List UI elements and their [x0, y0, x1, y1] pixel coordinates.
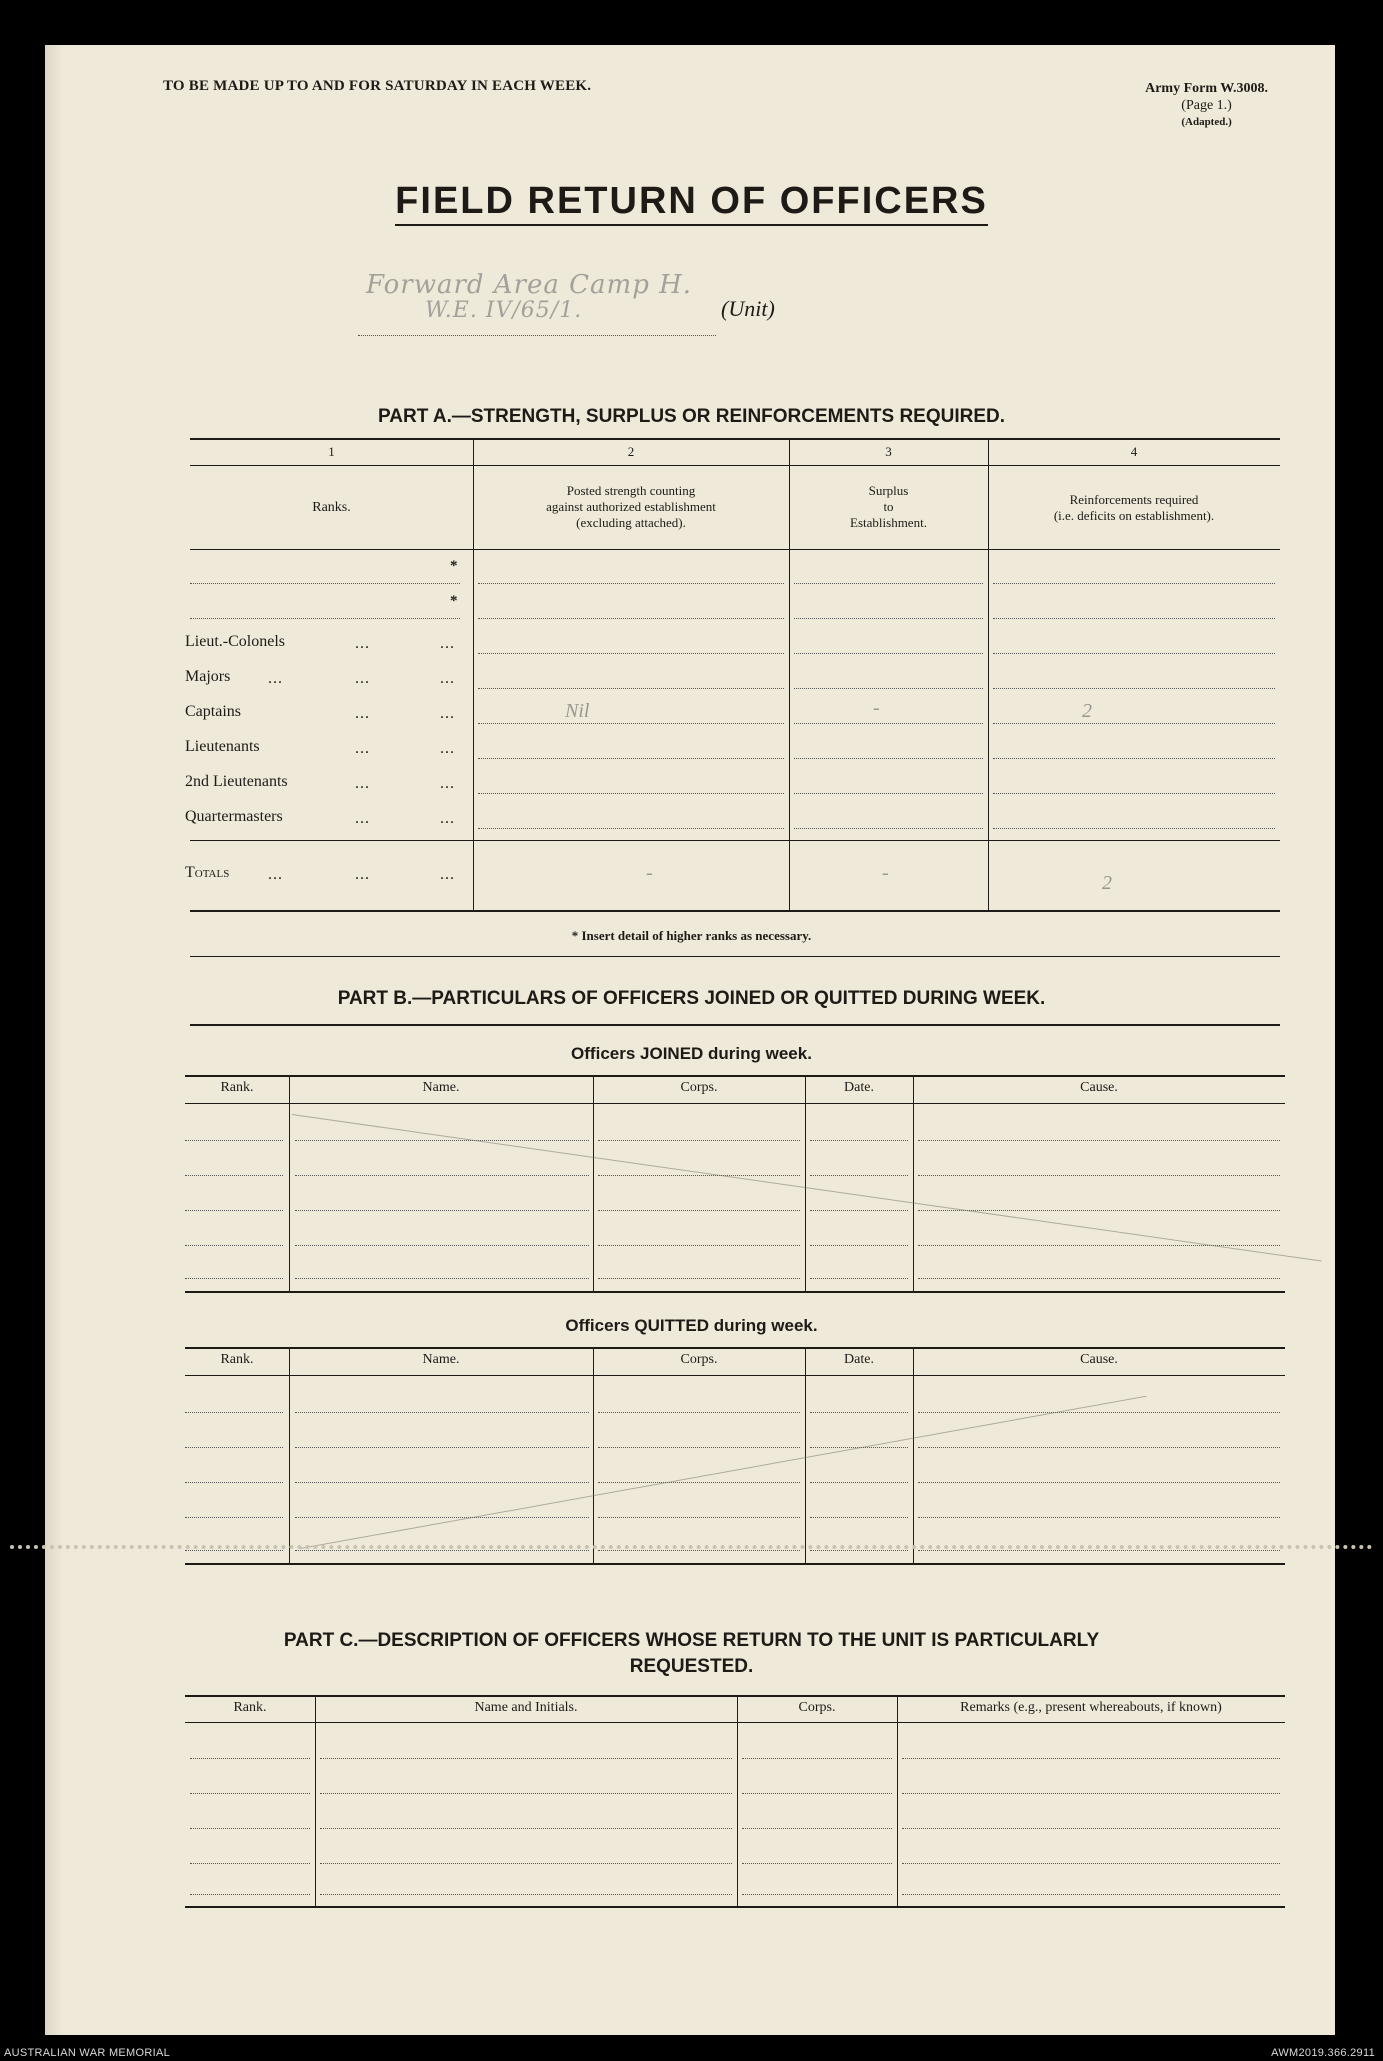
unit-handwriting-line2: W.E. IV/65/1.: [425, 298, 583, 323]
col-header-surplus: Surplus to Establishment.: [850, 483, 927, 530]
leader-dots: ...: [440, 705, 455, 722]
rank-lieutenants: Lieutenants: [185, 738, 260, 755]
col-header-ranks: Ranks.: [312, 500, 351, 515]
joined-col-cause: Cause.: [1080, 1080, 1118, 1095]
header-instruction: TO BE MADE UP TO AND FOR SATURDAY IN EACH WEEK.: [163, 78, 592, 94]
quitted-col-name: Name.: [422, 1352, 460, 1367]
part-b-title: PART B.—PARTICULARS OF OFFICERS JOINED OR QUITTED DURING WEEK.: [337, 988, 1046, 1009]
joined-subtitle: Officers JOINED during week.: [571, 1044, 812, 1063]
leader-dots: ...: [268, 866, 283, 883]
paper-shadow: [45, 45, 63, 2035]
captains-reinforcements-value: 2: [1082, 700, 1092, 722]
rank-majors: Majors: [185, 668, 231, 685]
higher-rank-star-2: *: [450, 593, 458, 609]
higher-rank-star-1: *: [450, 558, 458, 574]
leader-dots: ...: [355, 775, 370, 792]
unit-label: (Unit): [721, 296, 775, 321]
perforation-line: [10, 1545, 1373, 1549]
col-header-posted: Posted strength counting against authorized establishment (excluding attached).: [546, 483, 716, 530]
rank-captains: Captains: [185, 703, 241, 720]
quitted-subtitle: Officers QUITTED during week.: [565, 1316, 818, 1335]
form-page: (Page 1.): [1181, 98, 1232, 113]
totals-reinforcements-value: 2: [1102, 872, 1112, 894]
higher-ranks-note: * Insert detail of higher ranks as necessary.: [571, 928, 812, 943]
footer-accession-number: AWM2019.366.2911: [1271, 2047, 1375, 2059]
leader-dots: ...: [355, 705, 370, 722]
part-c-col-remarks: Remarks (e.g., present whereabouts, if known): [960, 1700, 1222, 1715]
col-number-4: 4: [1130, 444, 1138, 459]
leader-dots: ...: [440, 866, 455, 883]
page-title: FIELD RETURN OF OFFICERS: [0, 180, 1383, 223]
part-a-title: PART A.—STRENGTH, SURPLUS OR REINFORCEMENTS REQUIRED.: [377, 406, 1006, 427]
unit-handwriting-line1: Forward Area Camp H.: [366, 270, 693, 300]
leader-dots: ...: [440, 775, 455, 792]
rank-lieut-colonels: Lieut.-Colonels: [185, 633, 285, 650]
leader-dots: ...: [355, 635, 370, 652]
part-c-col-name: Name and Initials.: [474, 1700, 578, 1715]
part-c-col-rank: Rank.: [233, 1700, 267, 1715]
totals-surplus-value: -: [882, 862, 889, 884]
part-c-col-corps: Corps.: [798, 1700, 836, 1715]
rank-quartermasters: Quartermasters: [185, 808, 283, 825]
footer-source: AUSTRALIAN WAR MEMORIAL: [4, 2047, 171, 2059]
col-number-2: 2: [627, 444, 635, 459]
leader-dots: ...: [355, 866, 370, 883]
rank-2nd-lieutenants: 2nd Lieutenants: [185, 773, 288, 790]
captains-posted-value: Nil: [565, 700, 590, 722]
quitted-col-corps: Corps.: [680, 1352, 718, 1367]
form-paper: [45, 45, 1335, 2035]
leader-dots: ...: [355, 670, 370, 687]
quitted-col-date: Date.: [844, 1352, 874, 1367]
captains-surplus-value: -: [873, 697, 880, 719]
rank-totals: Totals: [185, 864, 230, 881]
leader-dots: ...: [440, 670, 455, 687]
quitted-col-rank: Rank.: [220, 1352, 254, 1367]
col-header-reinforcements: Reinforcements required (i.e. deficits on establishment).: [1053, 492, 1215, 523]
leader-dots: ...: [268, 670, 283, 687]
quitted-col-cause: Cause.: [1080, 1352, 1118, 1367]
joined-col-corps: Corps.: [680, 1080, 718, 1095]
part-c-title: PART C.—DESCRIPTION OF OFFICERS WHOSE RETURN TO THE UNIT IS PARTICULARLY REQUESTED.: [283, 1630, 1100, 1677]
totals-posted-value: -: [646, 862, 653, 884]
form-adapted: (Adapted.): [1181, 116, 1232, 128]
joined-col-date: Date.: [844, 1080, 874, 1095]
joined-col-name: Name.: [422, 1080, 460, 1095]
col-number-3: 3: [885, 444, 892, 459]
leader-dots: ...: [440, 635, 455, 652]
leader-dots: ...: [440, 740, 455, 757]
form-identifier: [1145, 80, 1268, 131]
leader-dots: ...: [355, 740, 370, 757]
leader-dots: ...: [440, 810, 455, 827]
form-number: Army Form W.3008.: [1145, 81, 1268, 96]
joined-col-rank: Rank.: [220, 1080, 254, 1095]
leader-dots: ...: [355, 810, 370, 827]
col-number-1: 1: [328, 444, 335, 459]
